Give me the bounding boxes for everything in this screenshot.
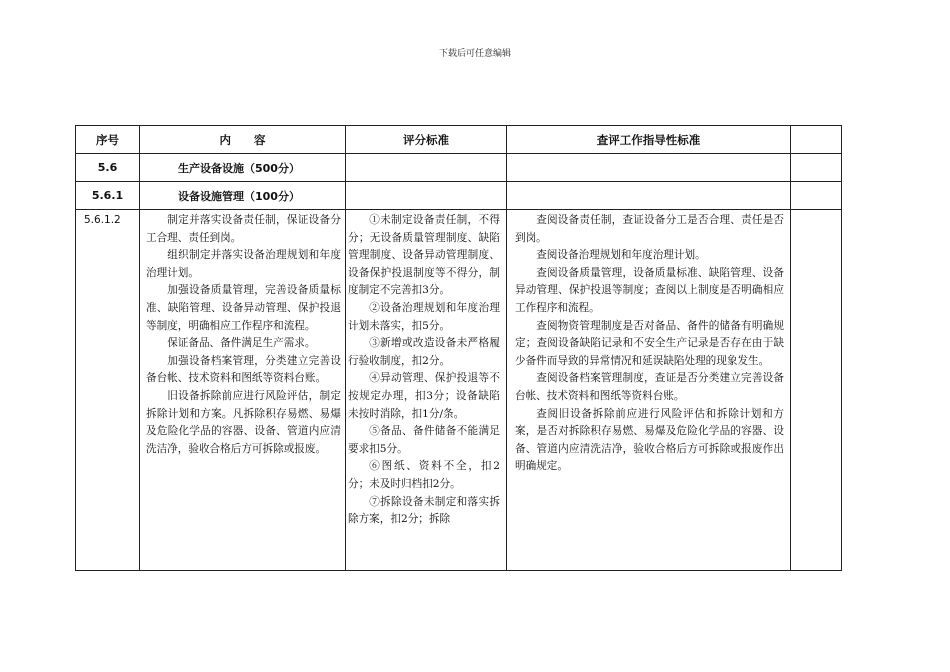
item-guidance (507, 210, 791, 571)
content-paragraph: 制定并落实设备责任制，保证设备分工合理、责任到岗。 (146, 214, 341, 244)
subsection-title: 设备设施管理（100分） (140, 182, 346, 210)
empty-cell (507, 182, 791, 210)
content-paragraph: 旧设备拆除前应进行风险评估，制定拆除计划和方案。凡拆除积存易燃、易爆及危险化学品的容器、设备、管道内应清洗洁净，验收合格后方可拆除或报废。 (146, 389, 341, 455)
scoring-paragraph: ⑥图纸、资料不全，扣2分；未及时归档扣2分。 (348, 460, 500, 490)
guidance-paragraph: 查阅设备治理规划和年度治理计划。 (536, 249, 706, 262)
header-number: 序号 (76, 126, 140, 154)
content-paragraph: 组织制定并落实设备治理规划和年度治理计划。 (146, 249, 341, 279)
guidance-paragraph: 查阅设备质量管理，设备质量标准、缺陷管理、设备异动管理、保护投退等制度；查阅以上制度是否明确相应工作程序和流程。 (515, 266, 784, 314)
scoring-paragraph: ④异动管理、保护投退等不按规定办理，扣3分；设备缺陷未按时消除，扣1分/条。 (348, 372, 500, 420)
header-content: 内 容 (140, 126, 346, 154)
section-title: 生产设备设施（500分） (140, 154, 346, 182)
scoring-paragraph: ③新增或改造设备未严格履行验收制度，扣2分。 (348, 337, 500, 367)
guidance-paragraph: 查阅设备责任制，查证设备分工是否合理、责任是否到岗。 (515, 214, 784, 244)
item-scoring (346, 210, 507, 571)
item-row (76, 210, 842, 571)
content-paragraph: 加强设备质量管理，完善设备质量标准、缺陷管理、设备异动管理、保护投退等制度，明确相应工作程序和流程。 (146, 284, 341, 332)
scoring-paragraph: ②设备治理规划和年度治理计划未落实，扣5分。 (348, 301, 500, 332)
evaluation-table (75, 125, 842, 571)
item-number: 5.6.1.2 (76, 210, 140, 571)
empty-cell (346, 154, 507, 182)
guidance-paragraph: 查阅设备档案管理制度，查证是否分类建立完善设备台帐、技术资料和图纸等资料台账。 (515, 372, 784, 402)
section-number: 5.6 (76, 154, 140, 182)
scoring-paragraph: ⑦拆除设备未制定和落实拆除方案，扣2分；拆除 (348, 495, 500, 526)
guidance-paragraph: 查阅旧设备拆除前应进行风险评估和拆除计划和方案，是否对拆除积存易燃、易爆及危险化学品的容器、设备、管道内应清洗洁净，验收合格后方可拆除或报废作出明确规定。 (515, 407, 784, 473)
scoring-paragraph: ⑤备品、备件储备不能满足要求扣5分。 (348, 425, 500, 455)
header-note: 下载后可任意编辑 (438, 49, 511, 59)
empty-cell (791, 182, 842, 210)
header-blank (791, 126, 842, 154)
empty-cell (791, 210, 842, 571)
empty-cell (346, 182, 507, 210)
guidance-paragraph: 查阅物资管理制度是否对备品、备件的储备有明确规定；查阅设备缺陷记录和不安全生产记录是否存在由于缺少备件而导致的异常情况和延误缺陷处理的现象发生。 (515, 319, 784, 367)
content-paragraph: 保证备品、备件满足生产需求。 (167, 337, 316, 350)
scoring-paragraph: ①未制定设备责任制，不得分；无设备质量管理制度、缺陷管理制度、设备异动管理制度、设备保护投退制度等不得分，制度制定不完善扣3分。 (348, 214, 500, 297)
table-header-row (76, 126, 842, 154)
item-content (140, 210, 346, 571)
header-guidance: 查评工作指导性标准 (507, 126, 791, 154)
subsection-row (76, 182, 842, 210)
empty-cell (791, 154, 842, 182)
subsection-number: 5.6.1 (76, 182, 140, 210)
header-scoring: 评分标准 (346, 126, 507, 154)
section-row (76, 154, 842, 182)
content-paragraph: 加强设备档案管理，分类建立完善设备台帐、技术资料和图纸等资料台账。 (146, 354, 341, 385)
empty-cell (507, 154, 791, 182)
